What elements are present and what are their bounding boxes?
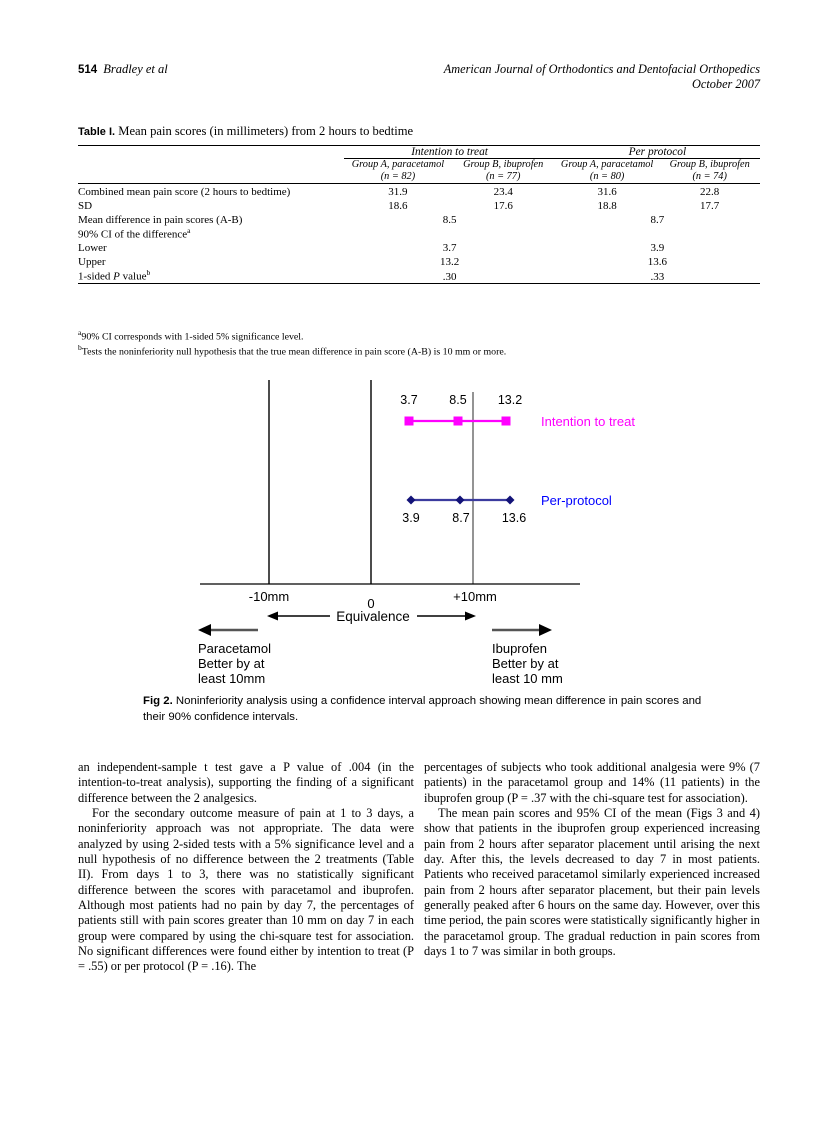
table-group-header-row	[78, 146, 760, 159]
paracetamol-arrow-head	[198, 624, 211, 636]
left-note-line2: Better by at	[198, 656, 265, 671]
itt-label-mean: 8.5	[449, 393, 467, 407]
tick-label-zero: 0	[367, 596, 375, 611]
pp-mean-marker	[456, 496, 465, 505]
body-column-left	[78, 760, 414, 975]
pp-label-lower: 3.9	[402, 511, 420, 525]
row-1-cell-3: 17.7	[700, 199, 720, 212]
journal-name: American Journal of Orthodontics and Dentofacial Orthopedics	[443, 62, 760, 76]
group-header-pp: Per protocol	[555, 146, 760, 159]
col-header-2-line2: (n = 80)	[589, 171, 625, 182]
table-title: Mean pain scores (in millimeters) from 2 hours to bedtime	[118, 124, 414, 138]
itt-mean-marker	[454, 417, 463, 426]
tick-label-plus10: +10mm	[453, 589, 497, 604]
figure-caption-text: Noninferiority analysis using a confidence interval approach showing mean difference in pain scores and their 90% confidence intervals.	[143, 695, 702, 723]
span-row-3-pp: 13.6	[647, 256, 668, 269]
itt-upper-marker	[502, 417, 511, 426]
table-row	[78, 254, 760, 268]
footnote-b-marker: b	[78, 343, 82, 352]
pp-label-upper: 13.6	[501, 511, 527, 525]
table-one	[78, 124, 760, 284]
ibuprofen-arrow-head	[539, 624, 552, 636]
paragraph: For the secondary outcome measure of pain at 1 to 3 days, a noninferiority approach was not appropriate. The data were analyzed by using 2-sided tests with a 5% significance level and a null hypothesis of no difference between the 2 treatments (Table II). From days 1 to 3, there was no statistically significant difference between the scores with paracetamol and ibuprofen. Although most patients had no pain by day 7, the percentages of patients still with pain scores greater than 10 mm on day 7 in each group were compared by using the chi-square test for association. No significant differences were found either by intention to treat (P = .55) or per protocol (P = .16). The	[78, 806, 414, 974]
table-row	[78, 268, 760, 283]
table-row	[78, 184, 760, 198]
footnote-a-text: 90% CI corresponds with 1-sided 5% significance level.	[81, 331, 304, 343]
right-note-line3: least 10 mm	[492, 671, 563, 686]
col-header-2-line1: Group A, paracetamol	[560, 159, 654, 170]
col-header-0-line1: Group A, paracetamol	[351, 159, 445, 170]
span-row-label-2: Lower	[78, 242, 107, 255]
paragraph: an independent-sample t test gave a P value of .004 (in the intention-to-treat analysis), supporting the finding of a significant difference between the 2 analgesics.	[78, 760, 414, 805]
span-row-label-0: Mean difference in pain scores (A-B)	[78, 213, 243, 226]
legend-per-protocol: Per-protocol	[541, 493, 612, 508]
right-note-line1: Ibuprofen	[492, 641, 547, 656]
pp-upper-marker	[506, 496, 515, 505]
left-note-line3: least 10mm	[198, 671, 266, 686]
table-row	[78, 212, 760, 226]
page-number: 514	[78, 64, 98, 76]
row-0-cell-0: 31.9	[388, 185, 408, 198]
footnote-marker-b: b	[146, 268, 151, 278]
span-row-2-itt: 3.7	[442, 242, 457, 255]
span-row-label-1	[78, 226, 344, 241]
span-row-4-pp: .33	[650, 270, 665, 283]
table-row	[78, 226, 760, 241]
span-row-0-itt: 8.5	[442, 213, 457, 226]
col-header-1-line1: Group B, ibuprofen	[463, 159, 544, 170]
row-1-cell-2: 18.8	[597, 199, 617, 212]
table-column-header-row	[78, 159, 760, 184]
row-0-cell-3: 22.8	[700, 185, 720, 198]
running-head-left	[78, 62, 168, 77]
running-head-right	[444, 62, 760, 91]
span-row-1-text: 90% CI of the difference	[78, 228, 188, 241]
running-head-authors: Bradley et al	[103, 62, 168, 76]
col-header-1	[452, 159, 555, 184]
pp-label-mean: 8.7	[452, 511, 470, 525]
row-label-1: SD	[78, 199, 93, 212]
span-row-label-3: Upper	[78, 256, 106, 269]
footnote-a-marker: a	[78, 328, 82, 337]
col-header-3-line1: Group B, ibuprofen	[669, 159, 750, 170]
row-0-cell-2: 31.6	[597, 185, 617, 198]
row-1-cell-1: 17.6	[493, 199, 513, 212]
right-note-line2: Better by at	[492, 656, 559, 671]
issue-date: October 2007	[692, 76, 760, 91]
col-header-1-line2: (n = 77)	[485, 171, 521, 182]
span-row-0-pp: 8.7	[650, 213, 665, 226]
paragraph: The mean pain scores and 95% CI of the mean (Figs 3 and 4) show that patients in the ibuprofen group experienced increasing pain from 2 hours after separator placement until arising the next day. After this, the levels decreased to day 7 in most patients. Patients who received paracetamol similarly experienced increased pain from 2 hours after separator placement, but their pain levels generally peaked after 6 hours on the same day. However, over this time period, the pain scores were statistically significantly higher in the paracetamol group. The gradual reduction in pain scores from days 1 to 7 was similar in both groups.	[424, 806, 760, 959]
equivalence-arrow-right-head	[465, 612, 476, 621]
body-column-right	[424, 760, 760, 959]
col-header-0-line2: (n = 82)	[380, 171, 416, 182]
tick-label-minus10: -10mm	[248, 589, 290, 604]
itt-lower-marker	[405, 417, 414, 426]
table-caption	[78, 124, 760, 139]
table-label: Table I.	[78, 126, 116, 138]
table-row	[78, 240, 760, 254]
figure-caption	[143, 694, 723, 725]
table-grid	[78, 145, 760, 284]
left-note-line1: Paracetamol	[198, 641, 271, 656]
span-row-3-itt: 13.2	[439, 256, 460, 269]
footnote-marker-a: a	[187, 225, 191, 235]
col-header-3	[659, 159, 760, 184]
pp-lower-marker	[407, 496, 416, 505]
legend-intention-to-treat: Intention to treat	[541, 414, 635, 429]
group-header-itt: Intention to treat	[344, 146, 555, 159]
span-row-4-itt: .30	[442, 270, 457, 283]
paragraph: percentages of subjects who took additional analgesia were 9% (7 patients) in the paracetamol group and 14% (11 patients) in the ibuprofen group (P = .37 with the chi-square test for association).	[424, 760, 760, 805]
table-footnote-b	[78, 341, 760, 359]
paracetamol-arrow	[198, 624, 258, 636]
col-header-2	[555, 159, 660, 184]
figure-caption-label: Fig 2.	[143, 695, 173, 707]
forest-plot-svg	[78, 372, 760, 692]
equivalence-arrow-left-head	[267, 612, 278, 621]
footnote-b-text: Tests the noninferiority null hypothesis that the true mean difference in pain score (A-B) is 10 mm or more.	[81, 346, 507, 358]
equivalence-label: Equivalence	[336, 609, 410, 624]
itt-label-lower: 3.7	[400, 393, 418, 407]
running-head	[78, 62, 760, 96]
row-0-cell-1: 23.4	[493, 185, 513, 198]
span-row-2-pp: 3.9	[650, 242, 665, 255]
col-header-3-line2: (n = 74)	[692, 171, 727, 182]
table-row	[78, 198, 760, 212]
itt-label-upper: 13.2	[497, 393, 523, 407]
col-header-0	[344, 159, 451, 184]
row-1-cell-0: 18.6	[388, 199, 408, 212]
p-italic: P	[113, 270, 120, 283]
ibuprofen-arrow	[492, 624, 552, 636]
figure-2	[78, 372, 760, 692]
equivalence-arrow	[267, 609, 476, 624]
span-row-label-4: 1-sided P value$^b$	[78, 268, 151, 283]
row-label-0: Combined mean pain score (2 hours to bedtime)	[78, 185, 291, 198]
